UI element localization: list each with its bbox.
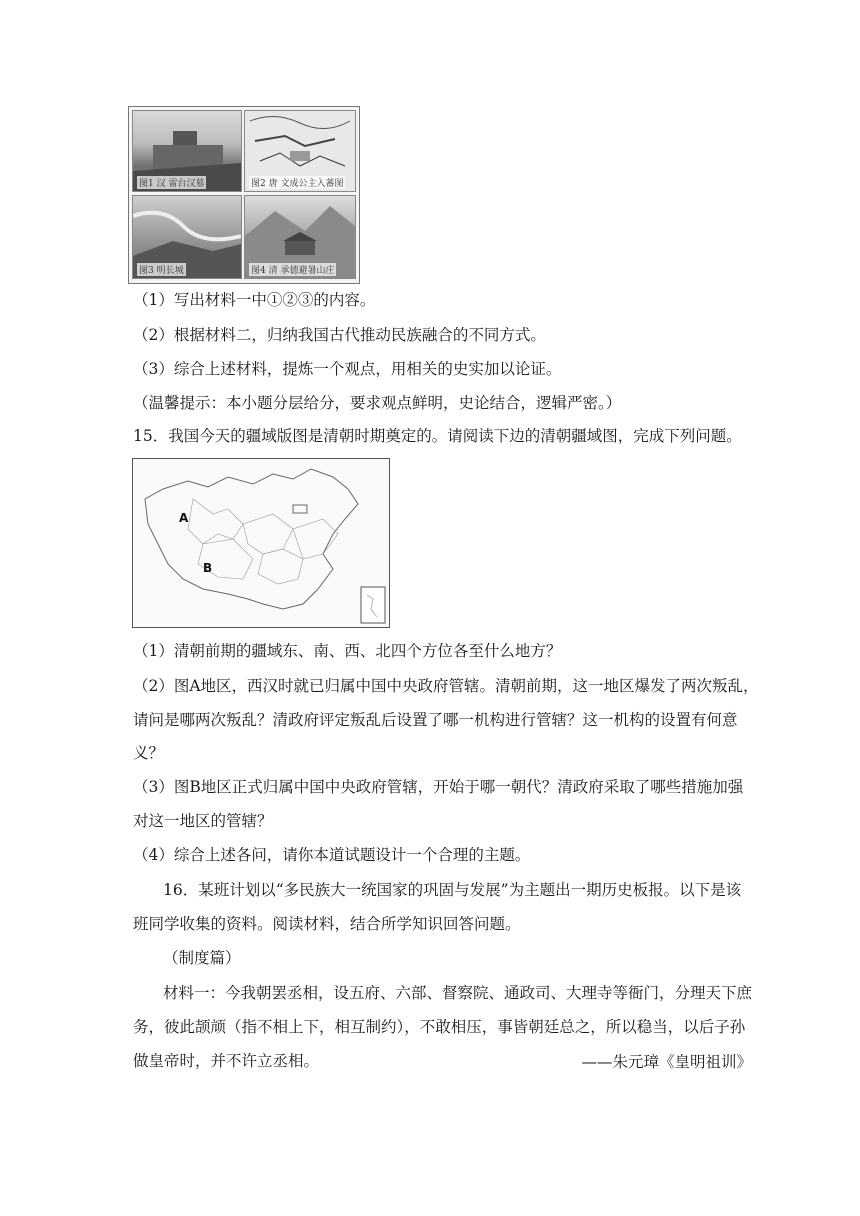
q15-title: 15．我国今天的疆域版图是清朝时期奠定的。请阅读下边的清朝疆域图，完成下列问题。 <box>133 427 742 445</box>
q16-title-line2: 班同学收集的资料。阅读材料，结合所学知识回答问题。 <box>133 915 521 933</box>
q15-part2-line3: 义？ <box>133 744 165 762</box>
q14-part2: （2）根据材料二，归纳我国古代推动民族融合的不同方式。 <box>133 326 546 344</box>
q14-tip: （温馨提示：本小题分层给分，要求观点鲜明，史论结合，逻辑严密。） <box>133 394 622 412</box>
q16-title-line1: 16．某班计划以“多民族大一统国家的巩固与发展”为主题出一期历史板报。以下是该 <box>163 881 742 899</box>
photo-caption: 图3 明长城 <box>137 263 186 276</box>
q15-part4: （4）综合上述各问，请你本道试题设计一个合理的主题。 <box>133 846 531 864</box>
map-outline <box>133 459 389 627</box>
map-label-a: A <box>179 511 189 525</box>
photo-ming-great-wall <box>132 195 242 279</box>
q15-part1: （1）清朝前期的疆域东、南、西、北四个方位各至什么地方？ <box>133 642 562 660</box>
photo-tang-mural <box>244 110 356 192</box>
photo-qing-mountain-resort <box>244 195 356 279</box>
q16-material1-line3: 做皇帝时，并不许立丞相。 <box>133 1052 320 1070</box>
qing-territory-map <box>132 458 390 628</box>
map-label-b: B <box>203 561 213 575</box>
q15-part2-line1: （2）图A地区，西汉时就已归属中国中央政府管辖。清朝前期，这一地区爆发了两次叛乱， <box>133 677 759 695</box>
q15-part3-line2: 对这一地区的管辖？ <box>133 812 273 830</box>
q16-material1-line1: 材料一：今我朝罢丞相，设五府、六部、督察院、通政司、大理寺等衙门，分理天下庶 <box>163 984 753 1002</box>
q15-part3-line1: （3）图B地区正式归属中国中央政府管辖，开始于哪一朝代？清政府采取了哪些措施加强 <box>133 778 744 796</box>
historical-photo-grid <box>128 106 360 284</box>
q16-section-heading: （制度篇） <box>163 949 241 967</box>
q14-part1: （1）写出材料一中①②③的内容。 <box>133 291 376 309</box>
photo-caption: 图1 汉 雷台汉墓 <box>137 176 206 189</box>
photo-caption: 图4 清 承德避暑山庄 <box>249 263 336 276</box>
q16-material1-source: ——朱元璋《皇明祖训》 <box>581 1053 752 1071</box>
photo-caption: 图2 唐 文成公主入蕃图 <box>249 176 345 189</box>
q14-part3: （3）综合上述材料，提炼一个观点，用相关的史实加以论证。 <box>133 360 562 378</box>
q15-part2-line2: 请问是哪两次叛乱？清政府评定叛乱后设置了哪一机构进行管辖？这一机构的设置有何意 <box>133 711 738 729</box>
q16-material1-line2: 务，彼此颉颃（指不相上下，相互制约），不敢相压，事皆朝廷总之，所以稳当，以后子孙 <box>133 1018 746 1036</box>
photo-han-tomb <box>132 110 242 192</box>
